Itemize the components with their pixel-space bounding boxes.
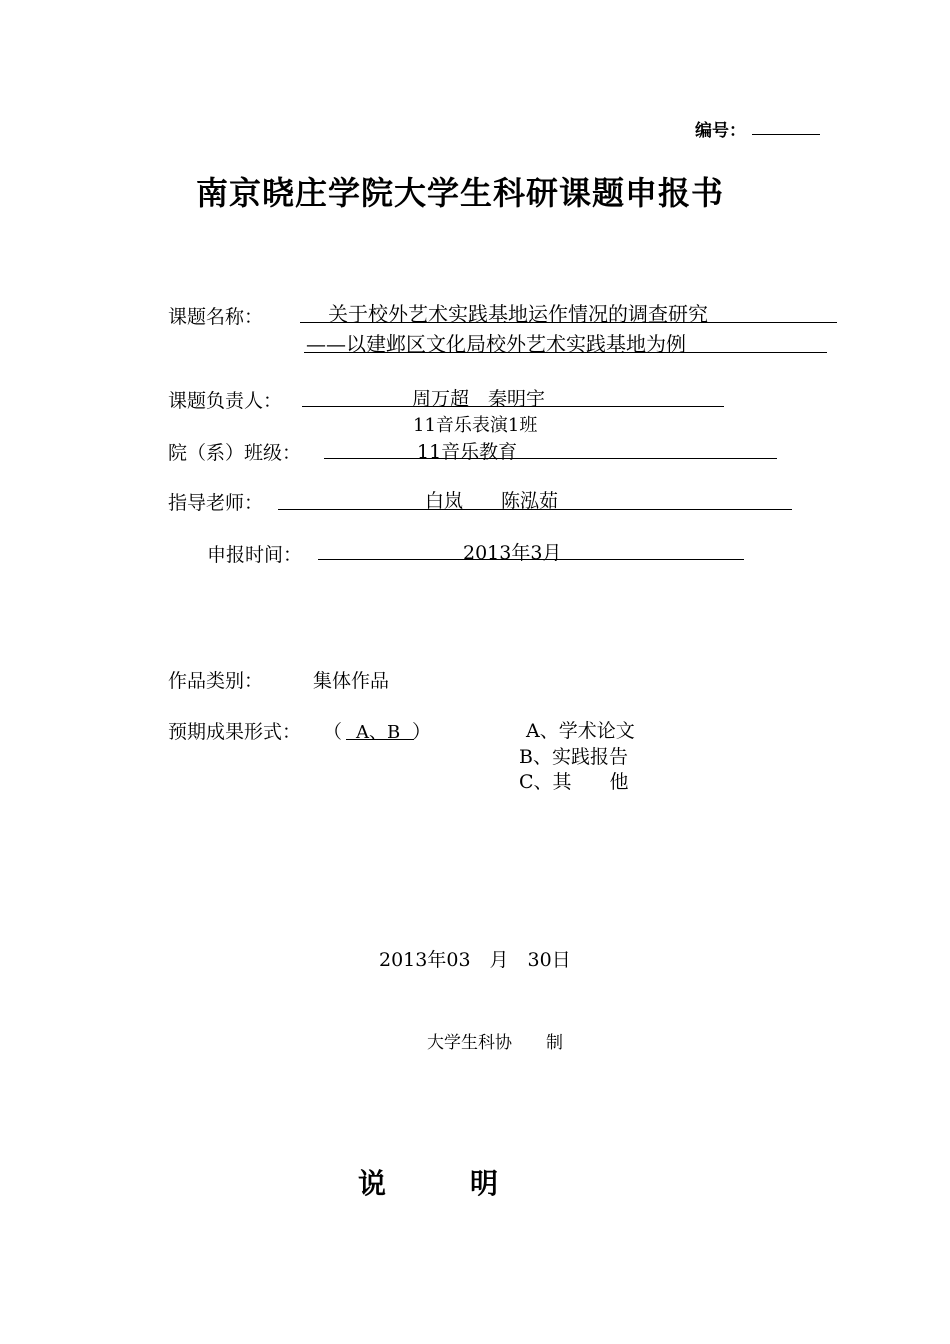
leader-label: 课题负责人： — [168, 390, 283, 412]
serial-number-field[interactable] — [752, 134, 820, 135]
expected-result-value: A、B — [356, 722, 401, 743]
advisor-underline — [278, 509, 792, 510]
issuer-label: 大学生科协 制 — [427, 1033, 563, 1053]
form-date: 2013年03 月 30日 — [379, 949, 571, 971]
topic-title-line2: ——以建邺区文化局校外艺术实践基地为例 — [306, 332, 686, 356]
expected-result-label: 预期成果形式： — [168, 721, 302, 743]
work-type-label: 作品类别： — [168, 670, 264, 692]
work-type-value: 集体作品 — [313, 670, 390, 692]
submit-time-underline — [318, 559, 744, 560]
topic-line1-underline — [300, 322, 837, 323]
advisor-value: 白岚 陈泓茹 — [425, 490, 559, 512]
expected-result-close-paren: ） — [412, 721, 432, 743]
advisor-label: 指导老师： — [168, 492, 264, 514]
expected-result-open-paren: （ — [323, 721, 343, 743]
department-underline — [324, 458, 777, 459]
leader-value: 周万超 秦明宇 — [412, 388, 546, 410]
serial-number-label: 编号： — [695, 121, 746, 141]
topic-line2-underline — [304, 352, 827, 353]
result-option-c: C、其 他 — [519, 771, 629, 793]
page-title: 南京晓庄学院大学生科研课题申报书 — [196, 174, 725, 212]
submit-time-value: 2013年3月 — [463, 542, 562, 564]
leader-underline — [302, 406, 724, 407]
leader-class-note: 11音乐表演1班 — [413, 415, 538, 436]
department-value: 11音乐教育 — [417, 441, 518, 463]
result-option-b: B、实践报告 — [519, 746, 628, 768]
topic-label: 课题名称： — [168, 306, 264, 328]
submit-time-label: 申报时间： — [207, 544, 303, 566]
result-option-a: A、学术论文 — [526, 720, 635, 742]
topic-title-line1: 关于校外艺术实践基地运作情况的调查研究 — [328, 302, 708, 326]
expected-result-underline — [346, 739, 414, 740]
department-label: 院（系）班级： — [168, 442, 302, 464]
section-title: 说 明 — [358, 1167, 499, 1200]
